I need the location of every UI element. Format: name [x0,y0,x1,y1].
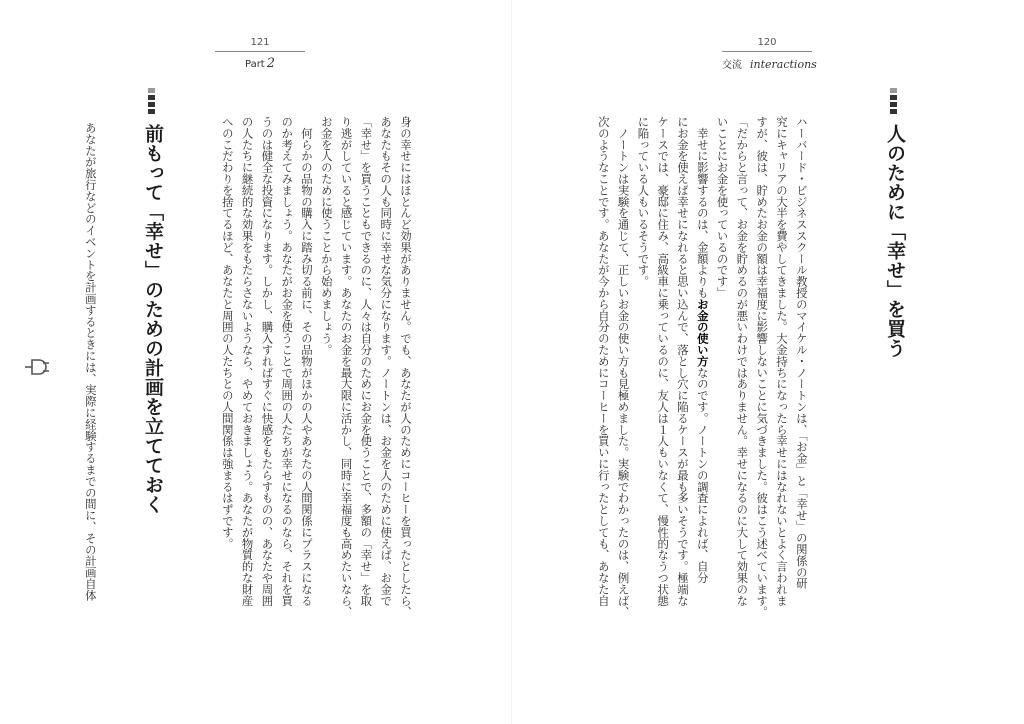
body-line: に陥っている人もいるそうです。 [636,116,651,287]
section-heading-right: 人のために「幸せ」を買う [884,124,906,358]
header-rule [215,51,305,52]
section-label-script: interactions [750,58,817,71]
part-label [215,56,305,71]
body-line [696,116,710,583]
section-label-jp: 交流 [722,60,742,71]
body-line: 身の幸せにはほとんど効果がありません。でも、あなたが人のためにコーヒーを買ったとしたら、 [398,116,413,618]
part-text: Part [244,59,265,70]
body-line-end: なのです。ノートンの調査によれば、自分 [695,366,710,584]
body-line: あなたもその人も同時に幸せな気分になります。ノートンは、お金を人のために使えば、お金で [379,116,394,607]
heading-marker-right [889,88,898,116]
page-number: 120 [757,37,777,48]
body-line: にお金を使えば幸せになれると思い込んで、落とし穴に陥るケースが最も多いそうです。極端な [675,116,690,607]
body-line: ハーバード・ビジネススクール教授のマイケル・ノートンは、「お金」と「幸せ」の関係の研 [794,116,809,590]
body-line: 究にキャリアの大半を費やしてきました。大金持ちになったら幸せにはなれないとよく言われま [774,116,789,607]
page-number: 121 [250,37,270,48]
body-line: 何らかの品物の購入に踏み切る前に、その品物がほかの人やあなたの人間関係にプラスになる [299,116,314,607]
body-line: すが、彼は、貯めたお金の額は幸福度に影響しないことに気づきました。彼はこう述べています。 [755,116,770,618]
body-line: ケースでは、豪邸に住み、高級車に乗っているのに、友人は１人もいなくて、慢性的なうつ状態 [656,116,671,607]
body-line: 次のようなことです。あなたが今から自分のためにコーヒーを買いに行ったとしても、あなた自 [596,116,611,607]
header-rule [722,51,812,52]
section-heading-left: 前もって「幸せ」のための計画を立てておく [142,124,164,514]
body-line: うのは健全な投資になります。しかし、購入すればすぐに快感をもたらすものの、あなたや周囲 [260,116,275,607]
left-page-body [217,116,415,626]
body-line: お金を人のために使うことから始めましょう。 [319,116,334,356]
body-line: ノートンは実験を通じて、正しいお金の使い方も見極めました。実験でわかったのは、例えば、 [616,116,631,618]
heading-marker-left [147,88,156,116]
section-label [722,56,817,71]
right-page-header [722,36,817,71]
body-line: 「幸せ」を買うこともできるのに、人々は自分のためにお金を使うことで、多額の「幸せ」を取 [359,116,374,607]
body-line: のか考えてみましょう。あなたがお金を使うことで周囲の人たちが幸せになるのなら、それを買 [280,116,295,607]
plug-icon [24,357,50,377]
body-line: 「だからと言って、お金を貯めるのが悪いわけではありません。幸せになるのに大して効果のな [735,116,750,607]
body-line: の人たちに継続的な効果をもたらさないようなら、やめておきましょう。あなたが物質的な財産 [240,116,255,607]
body-line: いことにお金を使っているのです」 [715,116,730,299]
part-number: 2 [266,56,276,71]
page-gutter [511,0,512,724]
emphasis-term: お金の使い方 [695,298,710,367]
body-line-start: 幸せに影響するのは、金額よりも [695,116,710,299]
right-page-body [593,116,811,676]
body-line: へのこだわりを捨てるほど、あなたと周囲の人たちとの人間関係は強まるはずです。 [220,116,235,550]
left-page-header [215,36,305,71]
body-line: り逃がしていると感じています。あなたのお金を最大限に活かし、同時に幸福度も高めたいなら、 [339,116,354,618]
left-page-next-section: あなたが旅行などのイベントを計画するときには、実際に経験するまでの間に、その計画自体 [83,122,98,601]
